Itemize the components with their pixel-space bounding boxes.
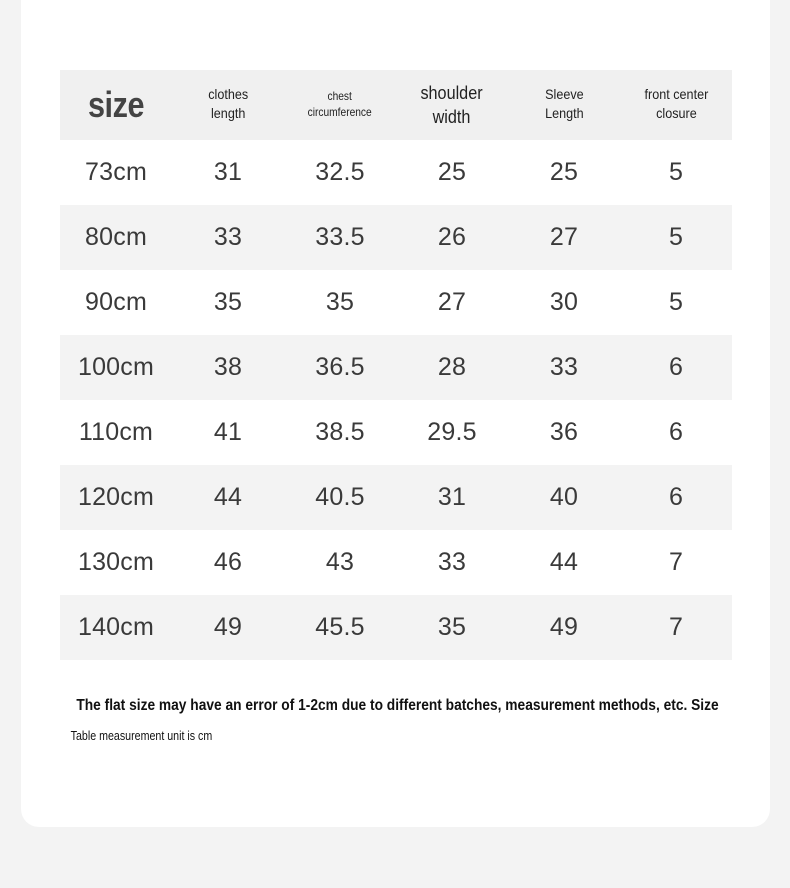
cell-chest: 33.5 — [315, 223, 365, 251]
header-shoulder-line1: shoulder — [420, 82, 484, 103]
cell-chest: 45.5 — [315, 613, 365, 641]
table-row — [60, 465, 732, 530]
table-header-row — [60, 70, 732, 140]
cell-chest: 32.5 — [315, 158, 365, 186]
cell-sleeve: 36 — [549, 418, 579, 446]
cell-sleeve: 27 — [549, 223, 579, 251]
table-row — [60, 530, 732, 595]
header-shoulder-width — [396, 70, 508, 140]
header-sleeve-line1: Sleeve — [544, 86, 584, 103]
measurement-note — [60, 697, 732, 743]
header-size: size — [87, 83, 145, 125]
header-clothes-length-line2: length — [210, 105, 246, 122]
cell-size: 120cm — [77, 483, 155, 511]
cell-chest: 43 — [325, 548, 355, 576]
cell-front-closure: 6 — [668, 418, 684, 446]
cell-shoulder: 35 — [437, 613, 467, 641]
cell-front-closure: 6 — [668, 483, 684, 511]
cell-size: 140cm — [77, 613, 155, 641]
cell-shoulder: 33 — [437, 548, 467, 576]
cell-shoulder: 29.5 — [427, 418, 477, 446]
cell-front-closure: 6 — [668, 353, 684, 381]
cell-chest: 35 — [325, 288, 355, 316]
cell-sleeve: 30 — [549, 288, 579, 316]
cell-size: 110cm — [78, 418, 154, 446]
cell-shoulder: 26 — [437, 223, 467, 251]
cell-chest: 38.5 — [315, 418, 365, 446]
measurement-note-line1: The flat size may have an error of 1-2cm due to different batches, measurement methods, etc. Size — [76, 697, 719, 714]
cell-clothes-length: 49 — [213, 613, 243, 641]
header-chest-line2: circumference — [307, 104, 373, 119]
cell-size: 100cm — [77, 353, 155, 381]
cell-shoulder: 28 — [437, 353, 467, 381]
cell-chest: 36.5 — [315, 353, 365, 381]
cell-shoulder: 25 — [437, 158, 467, 186]
header-front-line1: front center — [644, 86, 708, 103]
cell-clothes-length: 38 — [213, 353, 243, 381]
cell-size: 90cm — [85, 288, 147, 316]
cell-front-closure: 5 — [668, 223, 684, 251]
header-sleeve-line2: Length — [544, 105, 584, 122]
cell-clothes-length: 33 — [213, 223, 243, 251]
cell-size: 73cm — [85, 158, 147, 186]
table-row — [60, 400, 732, 465]
cell-clothes-length: 35 — [213, 288, 243, 316]
cell-front-closure: 5 — [668, 288, 684, 316]
cell-size: 80cm — [85, 223, 147, 251]
cell-sleeve: 40 — [549, 483, 579, 511]
table-row — [60, 270, 732, 335]
header-shoulder-line2: width — [433, 106, 471, 127]
cell-sleeve: 33 — [549, 353, 579, 381]
header-front-line2: closure — [655, 105, 697, 122]
cell-clothes-length: 41 — [213, 418, 243, 446]
table-row — [60, 335, 732, 400]
cell-front-closure: 5 — [668, 158, 684, 186]
cell-front-closure: 7 — [668, 613, 684, 641]
table-row — [60, 205, 732, 270]
table-row — [60, 140, 732, 205]
size-chart-table — [60, 70, 732, 660]
header-chest-line1: chest — [327, 88, 353, 103]
cell-shoulder: 27 — [437, 288, 467, 316]
cell-shoulder: 31 — [437, 483, 467, 511]
cell-size: 130cm — [77, 548, 155, 576]
cell-clothes-length: 31 — [213, 158, 243, 186]
table-row — [60, 595, 732, 660]
cell-front-closure: 7 — [668, 548, 684, 576]
cell-clothes-length: 44 — [213, 483, 243, 511]
cell-sleeve: 49 — [549, 613, 579, 641]
header-sleeve-length — [508, 70, 620, 140]
header-front-center-closure — [620, 70, 732, 140]
cell-sleeve: 44 — [549, 548, 579, 576]
cell-chest: 40.5 — [315, 483, 365, 511]
header-chest-circumference — [284, 70, 396, 140]
header-clothes-length — [172, 70, 284, 140]
cell-clothes-length: 46 — [213, 548, 243, 576]
header-clothes-length-line1: clothes — [208, 86, 248, 103]
measurement-note-line2: Table measurement unit is cm — [70, 728, 213, 743]
cell-sleeve: 25 — [549, 158, 579, 186]
